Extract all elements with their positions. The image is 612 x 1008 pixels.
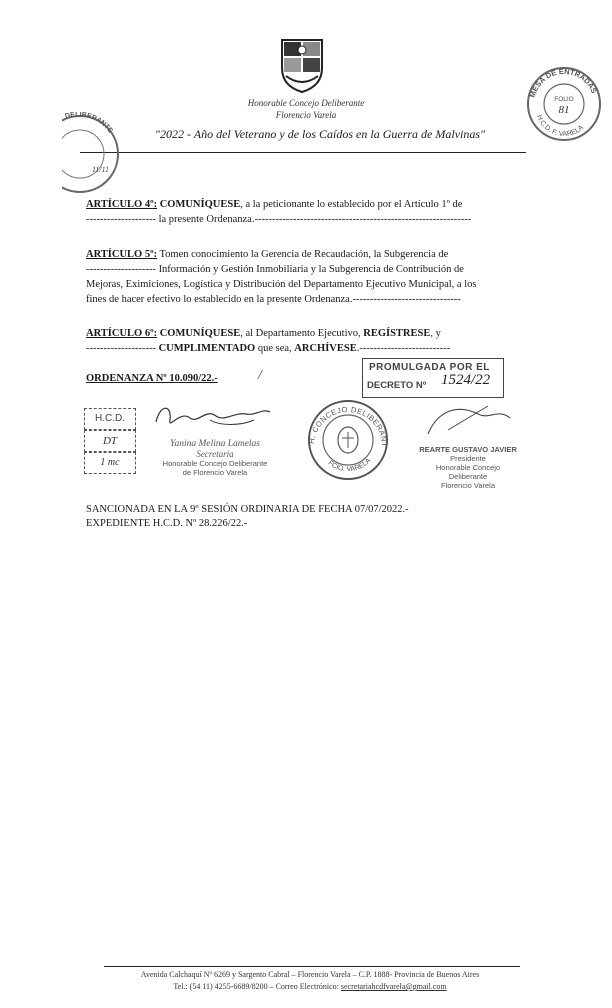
article-5-line-1: ARTÍCULO 5º: Tomen conocimiento la Gerencia de Recaudación, la Subgerencia de: [86, 249, 449, 260]
year-motto: "2022 - Año del Veterano y de los Caídos en la Guerra de Malvinas": [154, 127, 486, 141]
presidente-org-2: Florencio Varela: [440, 481, 496, 490]
article-5-label: ARTÍCULO 5º:: [86, 249, 158, 260]
article-4-line-2: -------------------- la presente Ordenanza.--------------------------------------------------------------: [86, 214, 472, 225]
article-5-line-2: -------------------- Información y Gestión Inmobiliaria y la Subgerencia de Contribución de: [86, 264, 464, 275]
header-divider: [80, 152, 526, 153]
presidente-signature-block: [418, 400, 518, 490]
hcd-box-line-2: DT: [84, 430, 136, 452]
article-5-line-3: Mejoras, Eximiciones, Logística y Distribución del Departamento Ejecutivo Municipal, a los: [86, 279, 477, 290]
article-6-label: ARTÍCULO 6º:: [86, 328, 158, 339]
secretaria-name: Yanina Melina Lamelas: [170, 439, 260, 449]
article-6-line-1: ARTÍCULO 6º: COMUNÍQUESE, al Departamento Ejecutivo, REGÍSTRESE, y: [86, 328, 441, 339]
article-4-label: ARTÍCULO 4º:: [86, 199, 158, 210]
secretaria-org-1: Honorable Concejo Deliberante: [162, 459, 268, 468]
municipal-crest-logo: [278, 38, 326, 94]
secretaria-org-2: de Florencio Varela: [182, 468, 248, 477]
folio-label: FOLIO: [554, 96, 574, 103]
svg-text:MESA DE ENTRADAS: [528, 67, 599, 99]
entry-stamp-top-text: MESA DE ENTRADAS: [527, 66, 599, 99]
city-name: Florencio Varela: [275, 110, 337, 120]
article-4: [86, 197, 526, 227]
footer-contact: Tel.: (54 11) 4255-6689/8200 – Correo Electrónico: secretariahcdfvarela@gmail.com: [173, 982, 447, 991]
presidente-signature: [418, 400, 518, 440]
article-6-line-2: -------------------- CUMPLIMENTADO que sea, ARCHÍVESE.--------------------------: [86, 343, 451, 354]
footer-divider: [104, 966, 520, 967]
pen-mark: /: [258, 368, 262, 383]
left-stamp-date: 11/11: [92, 165, 110, 174]
presidente-title: Presidente: [450, 454, 486, 463]
secretaria-signature-block: [150, 400, 280, 480]
article-5-line-4: fines de hacer efectivo lo establecido en la presente Ordenanza.-------------------------------: [86, 294, 461, 305]
promulgada-line-2: DECRETO Nº: [367, 380, 427, 391]
promulgada-line-1: PROMULGADA POR EL: [369, 362, 490, 373]
secretaria-title: Secretaria: [196, 449, 234, 459]
promulgada-stamp: [362, 358, 504, 398]
secretaria-signature: [150, 400, 280, 434]
presidente-org-1: Honorable Concejo Deliberante: [435, 463, 501, 481]
hcd-box-line-3: 1 mc: [84, 452, 136, 474]
svg-text:H.C.D. F. VARELA: [535, 114, 585, 138]
hcd-routing-box: [84, 408, 136, 474]
seal-bottom-text: FCIO. VARELA: [326, 457, 373, 474]
entry-stamp-bottom-text: H.C.D. F. VARELA: [535, 114, 585, 139]
mesa-de-entradas-stamp: [524, 64, 604, 144]
folio-number: 81: [558, 104, 570, 116]
expediente-number: EXPEDIENTE H.C.D. Nº 28.226/22.-: [86, 518, 248, 529]
seal-top-text: H. CONCEJO DELIBERANT: [307, 404, 390, 448]
presidente-name: REARTE GUSTAVO JAVIER: [419, 445, 517, 454]
article-4-line-1: ARTÍCULO 4º: COMUNÍQUESE, a la peticionante lo establecido por el Artículo 1º de: [86, 199, 463, 210]
institution-name: Honorable Concejo Deliberante: [247, 98, 365, 108]
footer-address: Avenida Calchaquí Nº 6269 y Sargento Cabral – Florencio Varela – C.P. 1888- Provincia de Buenos Aires: [140, 970, 480, 979]
hcd-box-line-1: H.C.D.: [84, 408, 136, 430]
ordenanza-number: ORDENANZA Nº 10.090/22.-: [86, 373, 218, 384]
left-stamp-text: DELIBERANTE: [64, 112, 114, 135]
concejo-deliberante-seal: [306, 398, 390, 482]
left-partial-stamp: [62, 112, 122, 196]
sancion-block: [86, 503, 409, 531]
decree-handwritten-number: 1524/22: [441, 372, 491, 388]
sancion-date: SANCIONADA EN LA 9º SESIÓN ORDINARIA DE FECHA 07/07/2022.-: [86, 504, 409, 515]
article-6: [86, 326, 526, 356]
article-5: [86, 247, 526, 307]
footer-email-link[interactable]: secretariahcdfvarela@gmail.com: [340, 982, 447, 991]
